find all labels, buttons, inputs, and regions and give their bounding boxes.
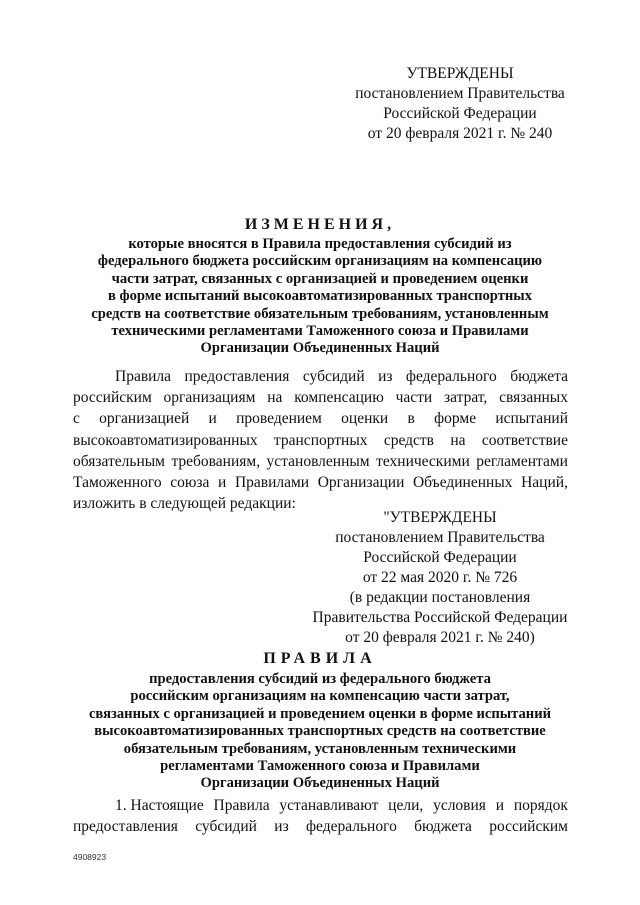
subtitle-line: предоставления субсидий из федерального бюджета — [149, 671, 491, 687]
word: оценки — [341, 410, 389, 428]
word: бюджета — [414, 818, 472, 836]
word: в — [407, 410, 415, 428]
subtitle-line: обязательным требованиям, установленным техническими — [123, 740, 517, 757]
word: организациям — [163, 389, 256, 407]
word: средств — [383, 431, 434, 449]
word: Объединенных — [412, 474, 513, 492]
word: и — [208, 410, 217, 428]
subtitle-line: федерального бюджета российским организациям на компенсацию — [97, 253, 543, 270]
paragraph-line — [73, 366, 568, 387]
word: компенсацию — [294, 389, 384, 407]
word: федерального — [306, 818, 397, 836]
word: Таможенного — [73, 474, 162, 492]
subtitle-line: которые вносятся в Правила предоставления субсидий из — [128, 236, 512, 252]
paragraph-line — [73, 795, 568, 816]
word: бюджета — [510, 368, 568, 385]
subtitle-line: части затрат, связанных с организацией и проведением оценки — [111, 270, 529, 287]
approval-line: Правительства Российской Федерации — [312, 609, 568, 626]
word: на — [450, 431, 466, 449]
word: из — [274, 818, 289, 836]
intro-paragraph — [73, 366, 568, 514]
word: союза — [170, 474, 210, 492]
word: на — [267, 389, 283, 407]
word: и — [218, 474, 227, 492]
subtitle-line: средств на соответствие обязательным требованиям, установленным — [91, 305, 549, 322]
approval-line: постановлением Правительства — [355, 85, 565, 102]
word: предоставления — [73, 818, 178, 836]
word: субсидий — [195, 818, 257, 836]
word: 1. Настоящие — [115, 797, 204, 814]
clause-1-paragraph — [73, 795, 568, 837]
word: цели, — [388, 797, 424, 814]
rules-title: ПРАВИЛА — [263, 650, 377, 667]
paragraph-line — [73, 816, 568, 837]
word: Правилами — [234, 474, 310, 492]
word: затрат, — [444, 389, 488, 407]
paragraph-line — [73, 387, 568, 408]
word: Организации — [317, 474, 405, 492]
word: российским — [73, 389, 152, 407]
subtitle-line: Организации Объединенных Наций — [200, 340, 440, 357]
approval-line: Российской Федерации — [363, 549, 517, 566]
paragraph-line — [73, 430, 568, 451]
subtitle-line: высокоавтоматизированных транспортных средств на соответствие — [94, 723, 546, 740]
word: порядок — [513, 797, 568, 814]
changes-title: ИЗМЕНЕНИЯ, — [244, 216, 396, 233]
changes-subtitle — [70, 236, 570, 358]
word: предоставления — [184, 368, 290, 385]
word: федерального — [405, 368, 497, 385]
paragraph-line — [73, 408, 568, 429]
approval-stamp-quoted — [300, 508, 580, 648]
word: транспортных — [273, 431, 368, 449]
subtitle-line: в форме испытаний высокоавтоматизированных транспортных — [107, 288, 532, 305]
word: обязательным — [73, 452, 165, 470]
subtitle-line: российским организациям на компенсацию части затрат, — [130, 688, 510, 705]
approval-line: "УТВЕРЖДЕНЫ — [383, 509, 497, 526]
approval-line: Российской Федерации — [383, 105, 537, 122]
word: регламентами — [476, 452, 568, 470]
word: устанавливают — [279, 797, 379, 814]
word: Правила — [213, 797, 270, 814]
word: требованиям, — [171, 452, 261, 470]
word: части — [395, 389, 433, 407]
word: российским — [489, 818, 568, 836]
word: и — [495, 797, 505, 814]
word: соответствие — [481, 431, 568, 449]
approval-line: от 20 февраля 2021 г. № 240) — [345, 629, 535, 646]
approval-line: от 20 февраля 2021 г. № 240 — [367, 125, 553, 142]
approval-line: от 22 мая 2020 г. № 726 — [362, 569, 518, 586]
approval-line: (в редакции постановления — [349, 589, 531, 606]
word: организацией — [99, 410, 190, 428]
word: форме — [434, 410, 477, 428]
paragraph-line — [73, 451, 568, 472]
word: испытаний — [495, 410, 568, 428]
word: установленным — [266, 452, 370, 470]
paragraph-line — [73, 472, 568, 493]
word: проведением — [236, 410, 322, 428]
subtitle-line: регламентами Таможенного союза и Правилами — [160, 758, 480, 775]
approval-stamp-top — [345, 64, 575, 144]
word: условия — [433, 797, 486, 814]
subtitle-line: техническими регламентами Таможенного союза и Правилами — [111, 323, 529, 340]
word: из — [378, 368, 393, 385]
word: техническими — [376, 452, 470, 470]
word: связанных — [499, 389, 568, 407]
subtitle-line: связанных с организацией и проведением оценки в форме испытаний — [88, 705, 552, 722]
approval-line: УТВЕРЖДЕНЫ — [406, 65, 514, 82]
word: Наций, — [521, 474, 568, 492]
approval-line: постановлением Правительства — [335, 529, 545, 546]
word: с — [73, 410, 80, 428]
word: высокоавтоматизированных — [73, 431, 258, 449]
word: субсидий — [302, 368, 365, 385]
document-number: 4908923 — [73, 852, 107, 862]
rules-subtitle — [60, 671, 580, 793]
word: изложить в следующей редакции: — [73, 495, 296, 513]
word: Правила — [115, 368, 172, 385]
subtitle-line: Организации Объединенных Наций — [200, 775, 440, 792]
